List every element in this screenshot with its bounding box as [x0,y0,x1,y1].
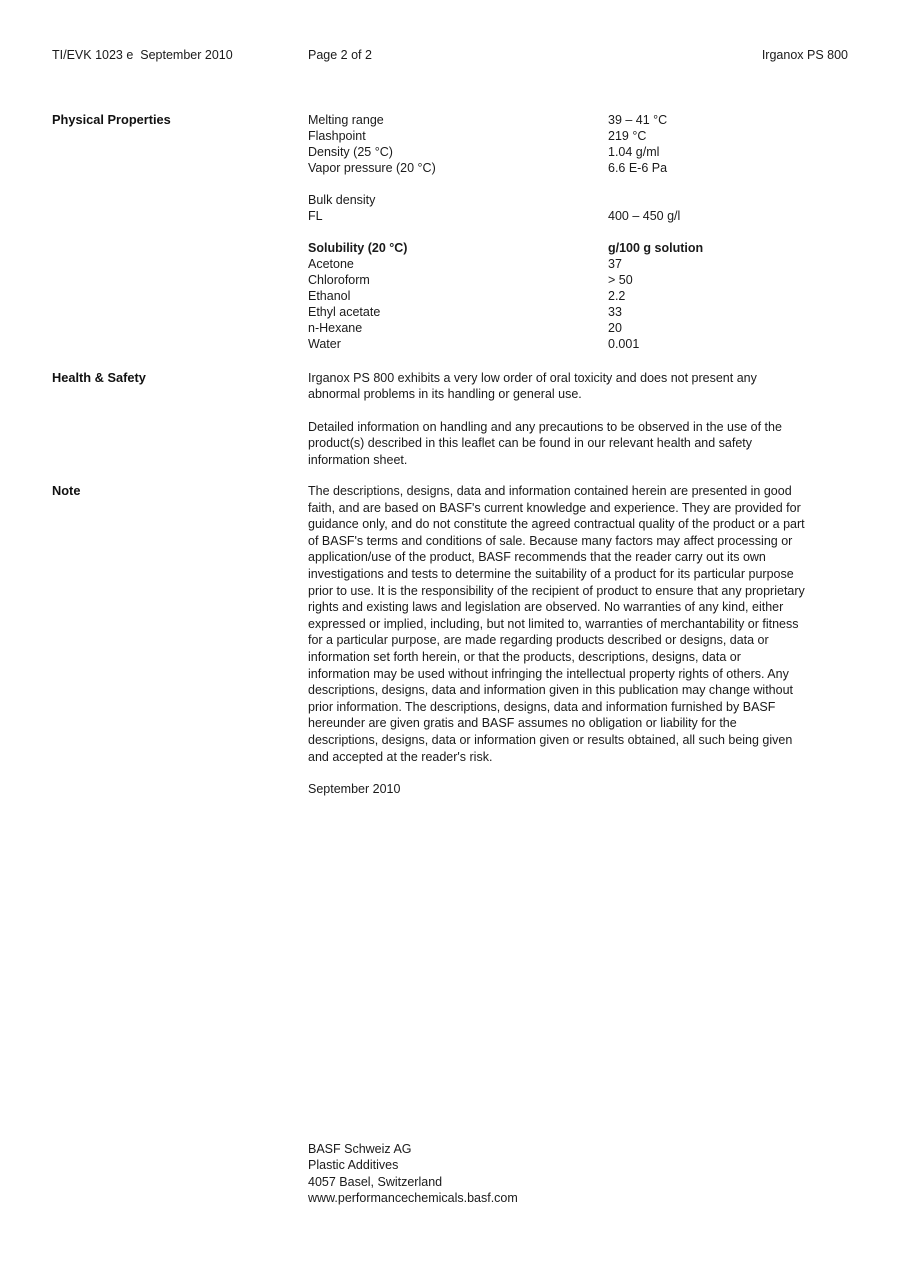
health-safety-body [308,370,808,468]
note-paragraph: The descriptions, designs, data and information contained herein are presented in good faith, and are based on BASF's current knowledge and experience. They are provided for guidance only, and do not constitute the agreed contractual quality of the product or a part of BASF's terms and conditions of sale. Because many factors may affect processing or application/use of the product, BASF recommends that the reader carry out its own investigations and tests to determine the suitability of a product for its particular purpose prior to use. It is the responsibility of the recipient of product to ensure that any proprietary rights and existing laws and legislation are observed. No warranties of any kind, either expressed or implied, including, but not limited to, warranties of merchantability or fitness for a particular purpose, are made regarding products described or designs, data or information set forth herein, or that the products, descriptions, designs, data or information may be used without infringing the intellectual property rights of others. Any descriptions, designs, data and information given in this publication may change without prior information. The descriptions, designs, data and information furnished by BASF hereunder are given gratis and BASF assumes no obligation or liability for the descriptions, designs, data or information given or results obtained, all such being given and accepted at the reader's risk. [308,484,805,764]
property-name: Vapor pressure (20 °C) [308,161,436,175]
property-value: 6.6 E-6 Pa [608,161,668,175]
page-number: Page 2 of 2 [308,48,372,62]
footer-company: BASF Schweiz AG [308,1142,412,1156]
footer-website: www.performancechemicals.basf.com [308,1191,518,1206]
bulk-density-title-row [308,192,848,208]
note-date: September 2010 [308,782,401,797]
property-row [308,208,848,224]
property-name: FL [308,209,323,223]
property-row [308,112,848,128]
property-value: 400 – 450 g/l [608,209,681,223]
property-row [308,144,848,160]
property-value: > 50 [608,273,633,287]
solubility-header-value: g/100 g solution [608,241,704,255]
property-name: Acetone [308,257,354,271]
health-safety-paragraph-2: Detailed information on handling and any precautions to be observed in the use of the product(s) described in this leaflet can be found in our relevant health and safety information sheet. [308,419,782,467]
page-header [52,48,848,66]
spacer [308,176,848,192]
property-row [308,256,848,272]
property-name: Melting range [308,113,384,127]
property-value: 0.001 [608,337,640,351]
property-name: Water [308,337,341,351]
property-row [308,320,848,336]
property-row [308,336,848,352]
spacer [308,224,848,240]
section-label-health-safety: Health & Safety [52,370,146,385]
property-name: Ethanol [308,289,351,303]
section-label-physical-properties: Physical Properties [52,112,171,127]
document-reference: TI/EVK 1023 e September 2010 [52,48,233,62]
property-value: 39 – 41 °C [608,113,668,127]
property-value: 37 [608,257,622,271]
footer-address-block [308,1141,518,1207]
property-value: 219 °C [608,129,647,143]
property-row [308,288,848,304]
product-name: Irganox PS 800 [761,48,848,62]
solubility-header-row [308,240,848,256]
property-value: 1.04 g/ml [608,145,660,159]
property-name: Chloroform [308,273,370,287]
health-safety-paragraph-1: Irganox PS 800 exhibits a very low order of oral toxicity and does not present any abnormal problems in its handling or general use. [308,371,757,402]
property-row [308,128,848,144]
solubility-header-name: Solubility (20 °C) [308,241,408,255]
property-row [308,160,848,176]
section-label-note: Note [52,483,81,498]
property-value: 2.2 [608,289,626,303]
property-value: 33 [608,305,622,319]
physical-properties-body [308,112,848,352]
property-row [308,272,848,288]
property-name: n-Hexane [308,321,363,335]
property-name: Density (25 °C) [308,145,393,159]
note-body [308,483,805,798]
property-name: Flashpoint [308,129,366,143]
bulk-density-title: Bulk density [308,193,376,207]
property-row [308,304,848,320]
footer-address: 4057 Basel, Switzerland [308,1174,443,1189]
property-value: 20 [608,321,622,335]
property-name: Ethyl acetate [308,305,381,319]
footer-division: Plastic Additives [308,1158,399,1173]
